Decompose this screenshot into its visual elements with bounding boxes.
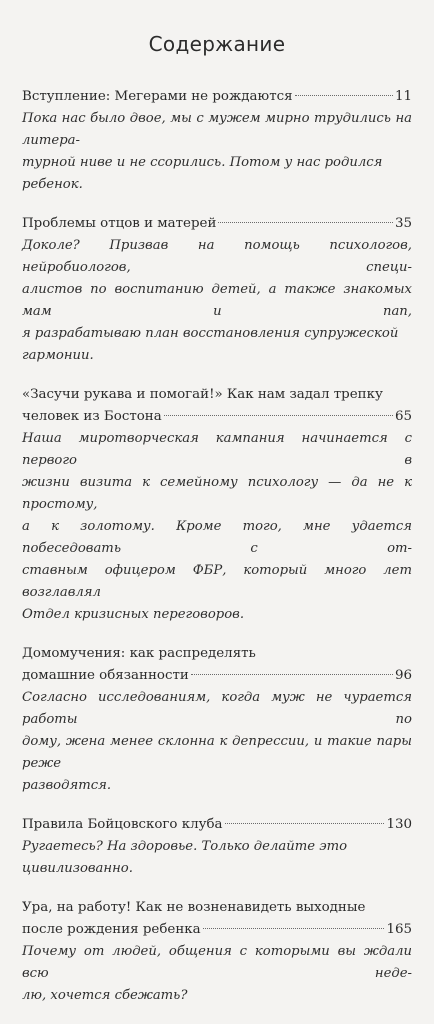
dot-leader xyxy=(295,95,393,96)
page-number: 35 xyxy=(394,216,412,231)
toc-entry-title-line xyxy=(22,213,412,235)
dot-leader xyxy=(218,222,393,223)
description-line: Согласно исследованиям, когда муж не чурается работы по xyxy=(22,690,412,727)
description-line: Наша миротворческая кампания начинается с первого в xyxy=(22,431,412,468)
description-line: Почему от людей, общения с которыми вы ждали всю неде- xyxy=(22,944,412,981)
description-line: жизни визита к семейному психологу — да не к простому, xyxy=(22,475,412,512)
page-number: 130 xyxy=(386,817,412,832)
dot-leader xyxy=(191,674,393,675)
toc-entry-description xyxy=(22,428,412,626)
toc-entry-title-line xyxy=(22,897,412,919)
toc-entry-title: Проблемы отцов и матерей xyxy=(22,216,217,231)
dot-leader xyxy=(225,823,385,824)
toc-entry-title: Правила Бойцовского клуба xyxy=(22,817,223,832)
description-line: Отдел кризисных переговоров. xyxy=(22,607,245,622)
toc-entry[interactable] xyxy=(22,86,412,196)
page-title: Содержание xyxy=(148,32,286,56)
toc-entry[interactable] xyxy=(22,384,412,626)
toc-entry-description xyxy=(22,941,412,1007)
toc-entry-title-line xyxy=(22,384,412,406)
dot-leader xyxy=(164,415,393,416)
page-number: 96 xyxy=(394,668,412,683)
toc-entry-title-line xyxy=(22,814,412,836)
toc-entry-description xyxy=(22,108,412,196)
toc-entry-title: после рождения ребенка xyxy=(22,922,201,937)
toc-entry-description xyxy=(22,687,412,797)
description-line: турной ниве и не ссорились. Потом у нас родился ребенок. xyxy=(22,155,383,192)
toc-entry[interactable] xyxy=(22,643,412,797)
description-line: разводятся. xyxy=(22,778,112,793)
description-line: ставным офицером ФБР, который много лет возглавлял xyxy=(22,563,412,600)
table-of-contents xyxy=(22,86,412,1024)
description-line: а к золотому. Кроме того, мне удается побеседовать с от- xyxy=(22,519,412,556)
description-line: лю, хочется сбежать? xyxy=(22,988,188,1003)
toc-entry-title-line xyxy=(22,643,412,665)
dot-leader xyxy=(203,928,385,929)
description-line: Пока нас было двое, мы с мужем мирно трудились на литера- xyxy=(22,111,412,148)
toc-entry-title: домашние обязанности xyxy=(22,668,189,683)
description-line: я разрабатываю план восстановления супружеской гармонии. xyxy=(22,326,399,363)
toc-entry-title-line xyxy=(22,665,412,687)
toc-entry-title: человек из Бостона xyxy=(22,409,162,424)
toc-entry-title: Вступление: Мегерами не рождаются xyxy=(22,89,293,104)
toc-entry[interactable] xyxy=(22,897,412,1007)
toc-entry-title-line xyxy=(22,406,412,428)
page-number: 65 xyxy=(394,409,412,424)
toc-entry[interactable] xyxy=(22,213,412,367)
description-line: Ругаетесь? На здоровье. Только делайте это цивилизованно. xyxy=(22,839,348,876)
toc-entry-description xyxy=(22,836,412,880)
toc-entry-title-line xyxy=(22,919,412,941)
toc-entry[interactable] xyxy=(22,814,412,880)
description-line: дому, жена менее склонна к депрессии, и такие пары реже xyxy=(22,734,412,771)
description-line: алистов по воспитанию детей, а также знакомых мам и пап, xyxy=(22,282,412,319)
toc-entry-title-line xyxy=(22,86,412,108)
page-number: 11 xyxy=(394,89,412,104)
page-number: 165 xyxy=(386,922,412,937)
toc-entry-title: Ура, на работу! Как не возненавидеть выходные xyxy=(22,900,366,915)
description-line: Доколе? Призвав на помощь психологов, нейробиологов, специ- xyxy=(22,238,412,275)
toc-entry-title: Домомучения: как распределять xyxy=(22,646,256,661)
toc-entry-description xyxy=(22,235,412,367)
toc-entry-title: «Засучи рукава и помогай!» Как нам задал трепку xyxy=(22,387,383,402)
